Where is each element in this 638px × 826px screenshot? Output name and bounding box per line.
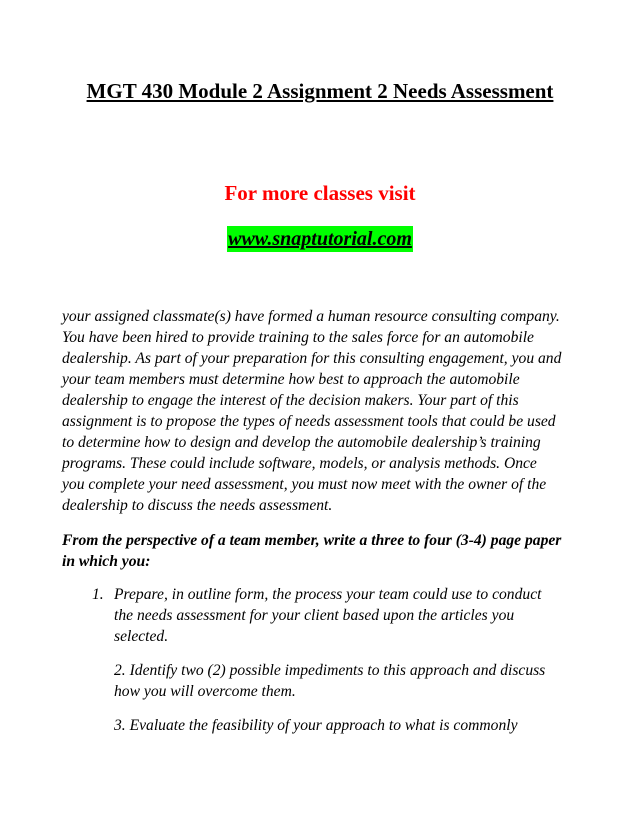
- document-title: MGT 430 Module 2 Assignment 2 Needs Assessment: [86, 79, 554, 103]
- list-item: 2. Identify two (2) possible impediments to this approach and discuss how you will overcome them.: [114, 662, 546, 700]
- list-number: 1.: [92, 586, 104, 603]
- list-item: 3. Evaluate the feasibility of your approach to what is commonly: [114, 717, 518, 734]
- instruction-text: From the perspective of a team member, write a three to four (3-4) page paper in which you:: [62, 532, 562, 570]
- list-item: Prepare, in outline form, the process your team could use to conduct the needs assessment for your client based upon the articles you selected.: [114, 586, 542, 645]
- promo-text: For more classes visit: [224, 181, 416, 205]
- website-link[interactable]: www.snaptutorial.com: [228, 228, 412, 250]
- intro-paragraph: your assigned classmate(s) have formed a human resource consulting company. You have been hired to provide training to the sales force for an automobile dealership. As part of your preparation for this consulting engagement, you and your team members must determine how best to approach the automobile dealership to engage the interest of the decision makers. Your part of this assignment is to propose the types of needs assessment tools that could be used to determine how to design and develop the automobile dealership’s training programs. These could include software, models, or analysis methods. Once you complete your need assessment, you must now meet with the owner of the dealership to discuss the needs assessment.: [62, 308, 562, 514]
- website-line: [80, 226, 560, 252]
